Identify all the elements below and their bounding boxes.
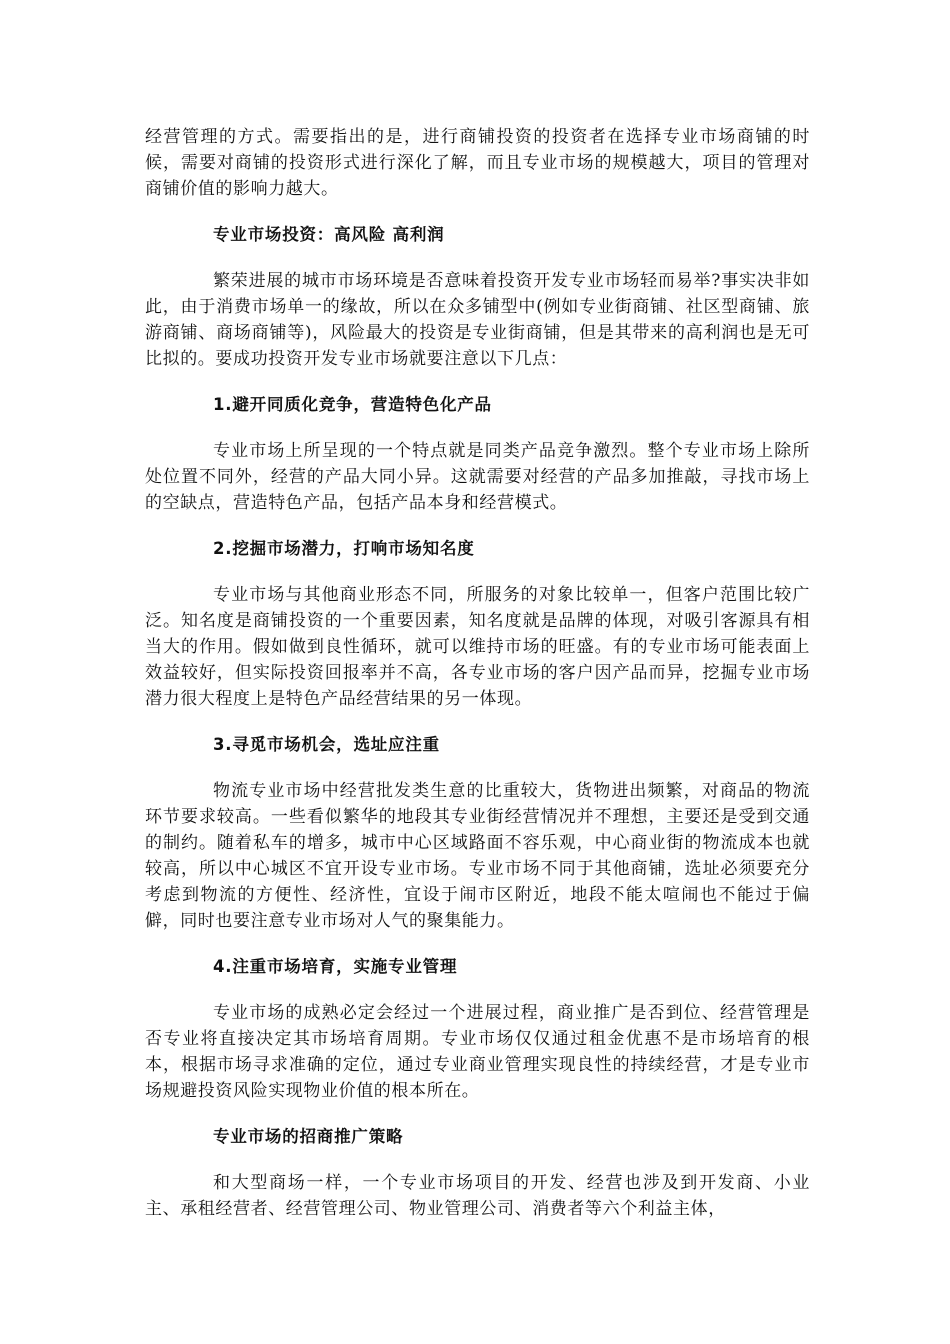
body-paragraph: 物流专业市场中经营批发类生意的比重较大，货物进出频繁，对商品的物流环节要求较高。一些看似繁华的地段其专业街经营情况并不理想，主要还是受到交通的制约。随着私车的增多，城市中心区域路面不容乐观，中心商业街的物流成本也就较高，所以中心城区不宜开设专业市场。专业市场不同于其他商铺，选址必须要充分考虑到物流的方便性、经济性，宜设于闹市区附近，地段不能太喧闹也不能过于偏僻，同时也要注意专业市场对人气的聚集能力。 [145, 781, 810, 931]
body-paragraph: 经营管理的方式。需要指出的是，进行商铺投资的投资者在选择专业市场商铺的时候，需要对商铺的投资形式进行深化了解，而且专业市场的规模越大，项目的管理对商铺价值的影响力越大。 [145, 127, 810, 199]
subsection-heading: 1.避开同质化竞争，营造特色化产品 [213, 395, 492, 414]
body-paragraph: 专业市场与其他商业形态不同，所服务的对象比较单一，但客户范围比较广泛。知名度是商铺投资的一个重要因素，知名度就是品牌的体现，对吸引客源具有相当大的作用。假如做到良性循环，就可以维持市场的旺盛。有的专业市场可能表面上效益较好，但实际投资回报率并不高，各专业市场的客户因产品而异，挖掘专业市场潜力很大程度上是特色产品经营结果的另一体现。 [145, 585, 810, 709]
subsection-heading: 2.挖掘市场潜力，打响市场知名度 [213, 539, 475, 558]
body-paragraph: 专业市场上所呈现的一个特点就是同类产品竞争激烈。整个专业市场上除所处位置不同外，经营的产品大同小异。这就需要对经营的产品多加推敲，寻找市场上的空缺点，营造特色产品，包括产品本身和经营模式。 [145, 441, 810, 513]
body-paragraph: 繁荣进展的城市市场环境是否意味着投资开发专业市场轻而易举?事实决非如此，由于消费市场单一的缘故，所以在众多铺型中(例如专业街商铺、社区型商铺、旅游商铺、商场商铺等)，风险最大的投资是专业街商铺，但是其带来的高利润也是无可比拟的。要成功投资开发专业市场就要注意以下几点： [145, 271, 810, 369]
section-heading: 专业市场投资：高风险 高利润 [213, 225, 445, 244]
body-paragraph: 专业市场的成熟必定会经过一个进展过程，商业推广是否到位、经营管理是否专业将直接决定其市场培育周期。专业市场仅仅通过租金优惠不是市场培育的根本，根据市场寻求准确的定位，通过专业商业管理实现良性的持续经营，才是专业市场规避投资风险实现物业价值的根本所在。 [145, 1003, 810, 1101]
document-body [145, 124, 810, 1242]
body-paragraph: 和大型商场一样，一个专业市场项目的开发、经营也涉及到开发商、小业主、承租经营者、经营管理公司、物业管理公司、消费者等六个利益主体， [145, 1173, 810, 1219]
subsection-heading: 4.注重市场培育，实施专业管理 [213, 957, 458, 976]
subsection-heading: 3.寻觅市场机会，选址应注重 [213, 735, 440, 754]
section-heading: 专业市场的招商推广策略 [213, 1127, 404, 1146]
